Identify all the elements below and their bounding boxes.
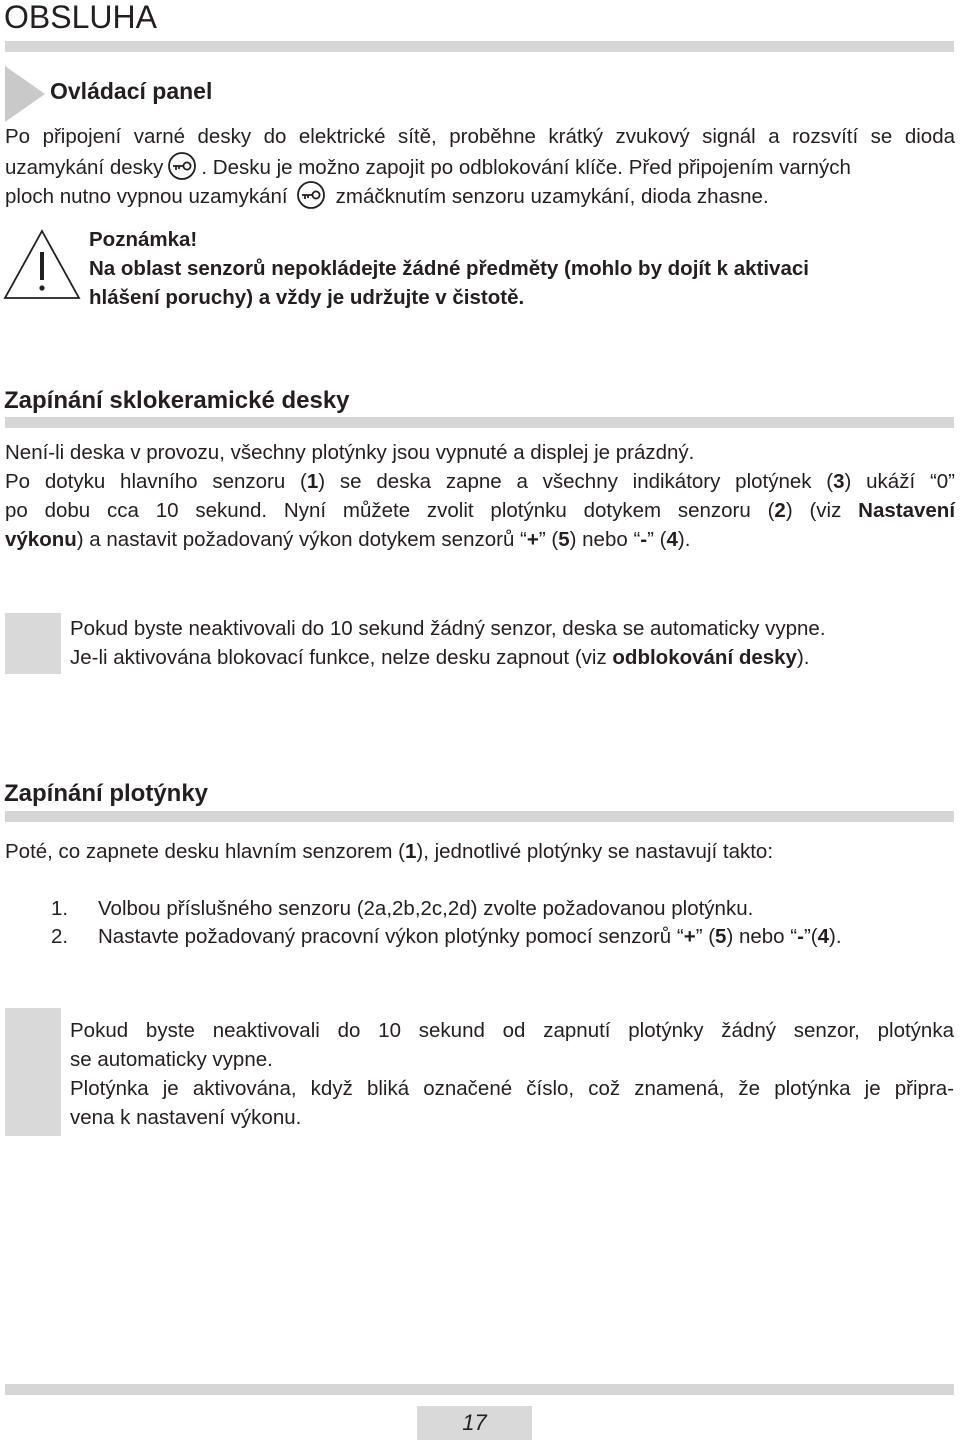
page-title: OBSLUHA xyxy=(4,0,157,35)
info-line: Pokud byste neaktivovali do 10 sekund žádný senzor, deska se automaticky vypne. xyxy=(70,617,826,640)
key-lock-icon xyxy=(167,151,197,181)
info-line: vena k nastavení výkonu. xyxy=(70,1106,302,1129)
paragraph-line: Po připojení varné desky do elektrické sítě, proběhne krátký zvukový signál a rozsvítí se dioda xyxy=(5,125,955,148)
text-run: ) nebo “ xyxy=(726,925,798,948)
list-item-number: 2. xyxy=(51,925,69,948)
sensor-number: 1 xyxy=(404,840,417,863)
text-run: ) nebo “ xyxy=(569,528,641,551)
section-title-control-panel: Ovládací panel xyxy=(50,78,213,104)
note-title: Poznámka! xyxy=(89,228,198,251)
text-run: ) (viz xyxy=(785,499,859,522)
triangle-marker-icon xyxy=(5,66,45,122)
text-run: ) a nastavit požadovaný výkon dotykem senzorů “ xyxy=(76,528,527,551)
text-run: ), jednotlivé plotýnky se nastavují takto: xyxy=(416,840,774,863)
header-divider xyxy=(5,41,954,52)
key-lock-icon xyxy=(296,180,326,210)
warning-triangle-icon xyxy=(3,228,81,300)
sensor-number: 3 xyxy=(833,470,845,493)
text-run: ) ukáží “0” xyxy=(844,470,955,493)
info-line: se automaticky vypne. xyxy=(70,1048,273,1071)
sensor-symbol: - xyxy=(640,528,648,551)
text-run: zmáčknutím senzoru uzamykání, dioda zhasne. xyxy=(335,185,769,208)
note-line: Na oblast senzorů nepokládejte žádné předměty (mohlo by dojít k aktivaci xyxy=(89,257,809,280)
sensor-symbol: - xyxy=(797,925,804,948)
sensor-number: 4 xyxy=(666,528,678,551)
paragraph-line xyxy=(5,151,955,180)
sensor-number: 4 xyxy=(817,925,829,948)
cross-reference: výkonu xyxy=(5,528,77,551)
info-line xyxy=(70,643,954,672)
text-run: ”( xyxy=(803,925,818,948)
info-box-marker xyxy=(5,1008,61,1136)
section-title-zone-on: Zapínání plotýnky xyxy=(4,780,209,807)
section-divider xyxy=(5,417,954,428)
sensor-number: 5 xyxy=(558,528,570,551)
list-item-number: 1. xyxy=(51,897,69,920)
text-run: Nastavte požadovaný pracovní výkon plotýnky pomocí senzorů “ xyxy=(98,925,684,948)
page-number: 17 xyxy=(417,1406,532,1440)
sensor-number: 2 xyxy=(774,499,786,522)
text-run: ” ( xyxy=(647,528,667,551)
text-run: Poté, co zapnete desku hlavním senzorem ( xyxy=(5,840,405,863)
control-panel-paragraph xyxy=(5,122,955,209)
paragraph-line xyxy=(5,496,955,525)
section-title-switch-on: Zapínání sklokeramické desky xyxy=(4,387,350,414)
paragraph-line xyxy=(5,467,955,496)
paragraph-line xyxy=(5,180,955,209)
text-run: po dobu cca 10 sekund. Nyní můžete zvolit plotýnku dotykem senzoru ( xyxy=(5,499,775,522)
cross-reference: odblokování desky xyxy=(612,646,797,669)
section-divider xyxy=(5,811,954,822)
text-run: ” ( xyxy=(695,925,716,948)
text-run: ). xyxy=(796,646,810,669)
text-run: uzamykání desky xyxy=(5,156,164,179)
info-box-marker xyxy=(5,613,61,674)
list-item-text: Volbou příslušného senzoru (2a,2b,2c,2d) zvolte požadovanou plotýnku. xyxy=(98,897,754,920)
text-run: ). xyxy=(829,925,842,948)
text-run: ” ( xyxy=(538,528,559,551)
info-box-text xyxy=(70,1016,954,1132)
paragraph-line xyxy=(5,837,955,866)
sensor-number: 1 xyxy=(306,470,319,493)
text-run: ) se deska zapne a všechny indikátory plotýnek ( xyxy=(318,470,834,493)
info-line: Plotýnka je aktivována, když bliká označené číslo, což znamená, že plotýnka je připra- xyxy=(70,1077,954,1100)
sensor-symbol: + xyxy=(526,528,539,551)
info-box-text xyxy=(70,614,954,672)
list-item-text xyxy=(98,922,842,951)
text-run: ). xyxy=(677,528,691,551)
sensor-symbol: + xyxy=(683,925,696,948)
text-run: Je-li aktivována blokovací funkce, nelze desku zapnout (viz xyxy=(70,646,613,669)
zone-intro xyxy=(5,837,955,866)
paragraph-line xyxy=(5,525,955,554)
text-run: Po dotyku hlavního senzoru ( xyxy=(5,470,307,493)
switch-on-paragraph xyxy=(5,438,955,554)
paragraph-line: Není-li deska v provozu, všechny plotýnky jsou vypnuté a displej je prázdný. xyxy=(5,441,695,464)
footer-divider xyxy=(5,1384,954,1395)
text-run: ploch nutno vypnou uzamykání xyxy=(5,185,288,208)
cross-reference: Nastavení xyxy=(858,499,956,522)
sensor-number: 5 xyxy=(715,925,727,948)
info-line: Pokud byste neaktivovali do 10 sekund od zapnutí plotýnky žádný senzor, plotýnka xyxy=(70,1019,954,1042)
text-run: . Desku je možno zapojit po odblokování klíče. Před připojením varných xyxy=(201,156,851,179)
note-line: hlášení poruchy) a vždy je udržujte v čistotě. xyxy=(89,286,525,309)
